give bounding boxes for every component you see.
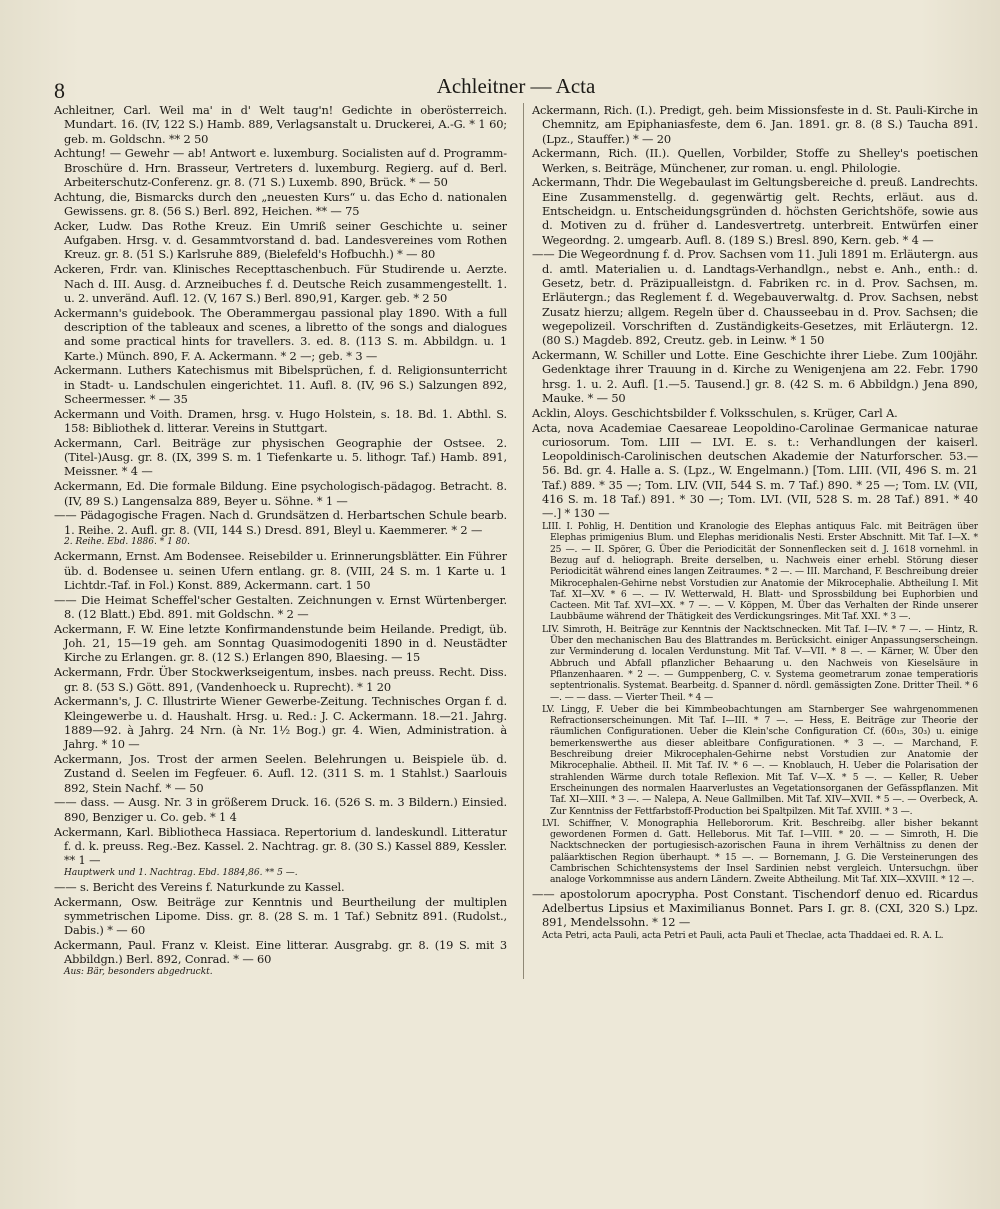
bibliography-entry: Ackeren, Frdr. van. Klinisches Recepttaschenbuch. Für Studirende u. Aerzte. Nach d. III. Ausg. d. Arzneibuches f. d. Deutsche Reich zusammengestellt. 1. u. 2. unveränd. Aufl. 12. (V, 167 S.) Berl. 890,91, Karger. geb. * 2 50 (54, 262, 507, 305)
bibliography-sub: LV. Lingg, F. Ueber die bei Kimmbeobachtungen am Starnberger See wahrgenommenen Refractionserscheinungen. Mit Taf. I—III. * 7 —. — Hess, E. Beiträge zur Theorie der räumlichen Configurationen. Ueber die Klein'sche Configuration Cf. (60₁₅, 30₃) u. einige bemerkenswerthe aus dieser ableitbare Configurationen. * 3 —. — Marchand, F. Beschreibung dreier Mikrocephalen-Gehirne nebst Vorstudien zur Anatomie der Mikrocephalie. Abtheil. II. Mit Taf. IV. * 6 —. — Knoblauch, H. Ueber die Polarisation der strahlenden Wärme durch totale Reflexion. Mit Taf. V—X. * 5 —. — Keller, R. Ueber Erscheinungen des normalen Haarverlustes an Vegetationsorganen der Gefässpflanzen. Mit Taf. XI—XIII. * 3 —. — Nalepa, A. Neue Gallmilben. Mit Taf. XIV—XVII. * 5 —. — Overbeck, A. Zur Kenntniss der Fettfarbstoff-Production bei Spaltpilzen. Mit Taf. XVIII. * 3 —. (541, 703, 978, 817)
bibliography-entry: Ackermann, Ernst. Am Bodensee. Reisebilder u. Erinnerungsblätter. Ein Führer üb. d. Bodensee u. seinen Ufern entlang. gr. 8. (VIII, 24 S. m. 1 Karte u. 1 Lichtdr.-Taf. in Fol.) Konst. 889, Ackermann. cart. 1 50 (54, 549, 507, 592)
bibliography-entry: Ackermann und Voith. Dramen, hrsg. v. Hugo Holstein, s. 18. Bd. 1. Abthl. S. 158: Bibliothek d. litterar. Vereins in Stuttgart. (54, 406, 507, 436)
bibliography-entry: —— dass. — Ausg. Nr. 3 in größerem Druck. 16. (526 S. m. 3 Bildern.) Einsied. 890, Benziger u. Co. geb. * 1 4 (54, 795, 507, 824)
bibliography-entry: Acta, nova Academiae Caesareae Leopoldino-Carolinae Germanicae naturae curiosorum. Tom. LIII — LVI. E. s. t.: Verhandlungen der kaiserl. Leopoldinisch-Carolinischen deutschen Akademie der Naturforscher. 53.—56. Bd. gr. 4. Halle a. S. (Lpz., W. Engelmann.) [Tom. LIII. (VII, 496 S. m. 21 Taf.) 889. * 35 —; Tom. LIV. (VII, 544 S. m. 7 Taf.) 890. * 25 —; Tom. LV. (VII, 416 S. m. 18 Taf.) 891. * 30 —; Tom. LVI. (VII, 528 S. m. 28 Taf.) 891. * 40 —.] * 130 — (531, 420, 978, 521)
bibliography-footnote: Hauptwerk und 1. Nachtrag. Ebd. 1884,86. ** 5 —. (64, 867, 298, 878)
text-columns (54, 103, 978, 979)
bibliography-entry: Achleitner, Carl. Weil ma' in d' Welt taug'n! Gedichte in oberösterreich. Mundart. 16. (IV, 122 S.) Hamb. 889, Verlagsanstalt u. Druckerei, A.-G. * 1 60; geb. m. Goldschn. ** 2 50 (54, 103, 507, 146)
bibliography-sub: LVI. Schiffner, V. Monographia Hellebororum. Krit. Beschreibg. aller bisher bekannt gewordenen Formen d. Gatt. Helleborus. Mit Taf. I—VIII. * 20. — — Simroth, H. Die Nacktschnecken der portugiesisch-azorischen Fauna in ihrem Verhältniss zu denen der paläarktischen Region überhaupt. * 15 —. — Bornemann, J. G. Die Versteinerungen des Cambrischen Schichtensystems der Insel Sardinien nebst vergleich. Untersuchgn. über analoge Vorkommnisse aus andern Ländern. Zweite Abtheilung. Mit Taf. XIX—XXVIII. * 12 —. (541, 817, 978, 886)
bibliography-entry: Ackermann, Carl. Beiträge zur physischen Geographie der Ostsee. 2. (Titel-)Ausg. gr. 8. (IX, 399 S. m. 1 Tiefenkarte u. 5. lithogr. Taf.) Hamb. 891, Meissner. * 4 — (54, 435, 507, 479)
bibliography-entry: Ackermann, Osw. Beiträge zur Kenntnis und Beurtheilung der multiplen symmetrischen Lipome. Diss. gr. 8. (28 S. m. 1 Taf.) Sebnitz 891. (Rudolst., Dabis.) * — 60 (54, 894, 507, 938)
bibliography-entry: Ackermann, Paul. Franz v. Kleist. Eine litterar. Ausgrabg. gr. 8. (19 S. mit 3 Abbildgn.) Berl. 892, Conrad. * — 60 (54, 938, 507, 967)
bibliography-sub: LIV. Simroth, H. Beiträge zur Kenntnis der Nacktschnecken. Mit Taf. I—IV. * 7 —. — Hintz, R. Über den mechanischen Bau des Blattrandes m. Berücksicht. einiger Anpassungserscheingn. zur Verminderung d. localen Verdunstung. Mit Taf. V—VII. * 8 —. — Kärner, W. Über den Abbruch und Abfall pflanzlicher Behaarung u. den Nachweis von Kieselsäure in Pflanzenhaaren. * 2 —. — Gumppenberg, C. v. Systema geometrarum zonae temperatioris septentrionalis. Systemat. Bearbeitg. d. Spanner d. nördl. gemässigten Zone. Dritter Theil. * 6 —. — — dass. — Vierter Theil. * 4 — (541, 623, 978, 703)
bibliography-entry: —— Pädagogische Fragen. Nach d. Grundsätzen d. Herbartschen Schule bearb. 1. Reihe. 2. Aufl. gr. 8. (VII, 144 S.) Dresd. 891, Bleyl u. Kaemmerer. * 2 — (54, 508, 507, 537)
bibliography-entry: Ackermann, W. Schiller und Lotte. Eine Geschichte ihrer Liebe. Zum 100jähr. Gedenktage ihrer Trauung in d. Kirche zu Wenigenjena am 22. Febr. 1790 hrsg. 1. u. 2. Aufl. [1.—5. Tausend.] gr. 8. (42 S. m. 6 Abbildgn.) Jena 890, Mauke. * — 50 (531, 348, 978, 405)
bibliography-entry: Ackermann, Ed. Die formale Bildung. Eine psychologisch-pädagog. Betracht. 8. (IV, 89 S.) Langensalza 889, Beyer u. Söhne. * 1 — (54, 479, 507, 508)
bibliography-entry: —— apostolorum apocrypha. Post Constant. Tischendorf denuo ed. Ricardus Adelbertus Lipsius et Maximilianus Bonnet. Pars I. gr. 8. (CXI, 320 S.) Lpz. 891, Mendelssohn. * 12 — (531, 886, 978, 930)
page-number: 8 (54, 78, 65, 103)
bibliography-footnote: Aus: Bär, besonders abgedruckt. (64, 967, 213, 978)
bibliography-entry: —— Die Heimat Scheffel'scher Gestalten. Zeichnungen v. Ernst Würtenberger. 8. (12 Blatt.) Ebd. 891. mit Goldschn. * 2 — (54, 592, 507, 622)
bibliography-entry: Ackermann, Rich. (II.). Quellen, Vorbilder, Stoffe zu Shelley's poetischen Werken, s. Beiträge, Münchener, zur roman. u. engl. Philologie. (531, 146, 978, 175)
bibliography-entry: Ackermann's guidebook. The Oberammergau passional play 1890. With a full description of the tableaux and scenes, a libretto of the songs and dialogues and some practical hints for travellers. 3. ed. 8. (113 S. m. Abbildgn. u. 1 Karte.) Münch. 890, F. A. Ackermann. * 2 —; geb. * 3 — (54, 305, 507, 363)
running-title: Achleitner — Acta (436, 74, 596, 98)
bibliography-entry: Ackermann, Karl. Bibliotheca Hassiaca. Repertorium d. landeskundl. Litteratur f. d. k. preuss. Reg.-Bez. Kassel. 2. Nachtrag. gr. 8. (30 S.) Kassel 889, Kessler. ** 1 — (54, 824, 507, 868)
bibliography-entry: Achtung! — Gewehr — ab! Antwort e. luxemburg. Socialisten auf d. Programm-Broschüre d. Hrn. Brasseur, Vertreters d. luxemburg. Regierg. auf d. Berl. Arbeiterschutz-Conferenz. gr. 8. (71 S.) Luxemb. 890, Brück. * — 50 (54, 146, 507, 189)
bibliography-entry: Ackermann, F. W. Eine letzte Konfirmandenstunde beim Heilande. Predigt, üb. Joh. 21, 15—19 geh. am Sonntag Quasimodogeniti 1890 in d. Neustädter Kirche zu Erlangen. gr. 8. (12 S.) Erlangen 890, Blaesing. — 15 (54, 621, 507, 665)
bibliography-entry: Ackermann, Thdr. Die Wegebaulast im Geltungsbereiche d. preuß. Landrechts. Eine Zusammenstellg. d. gegenwärtig gelt. Rechts, erläut. aus d. Entscheidgn. u. Entscheidungsgründen d. höchsten Gerichtshöfe, sowie aus d. Motiven zu d. früher d. Landesvertretg. unterbreit. Entwürfen einer Wegeordng. 2. umgearb. Aufl. 8. (189 S.) Bresl. 890, Kern. geb. * 4 — (531, 175, 978, 247)
bibliography-entry: Ackermann. Luthers Katechismus mit Bibelsprüchen, f. d. Religionsunterricht in Stadt- u. Landschulen eingerichtet. 11. Aufl. 8. (IV, 96 S.) Salzungen 892, Scheermesser. * — 35 (54, 363, 507, 406)
bibliography-entry: Achtung, die, Bismarcks durch den „neuesten Kurs“ u. das Echo d. nationalen Gewissens. gr. 8. (56 S.) Berl. 892, Heichen. ** — 75 (54, 189, 507, 219)
bibliography-sub: Acta Petri, acta Pauli, acta Petri et Pauli, acta Pauli et Theclae, acta Thaddaei ed. R. A. L. (541, 930, 944, 941)
bibliography-footnote: 2. Reihe. Ebd. 1886. * 1 80. (64, 537, 190, 548)
bibliography-entry: Ackermann, Frdr. Über Stockwerkseigentum, insbes. nach preuss. Recht. Diss. gr. 8. (53 S.) Gött. 891, (Vandenhoeck u. Ruprecht). * 1 20 (54, 665, 507, 694)
left-column (54, 103, 507, 979)
bibliography-entry: Ackermann's, J. C. Illustrirte Wiener Gewerbe-Zeitung. Technisches Organ f. d. Kleingewerbe u. d. Haushalt. Hrsg. u. Red.: J. C. Ackermann. 18.—21. Jahrg. 1889—92. à Jahrg. 24 Nrn. (à Nr. 1½ Bog.) gr. 4. Wien, Administration. à Jahrg. * 10 — (54, 694, 507, 752)
bibliography-entry: Ackermann, Rich. (I.). Predigt, geh. beim Missionsfeste in d. St. Pauli-Kirche in Chemnitz, am Epiphaniasfeste, dem 6. Jan. 1891. gr. 8. (8 S.) Taucha 891. (Lpz., Stauffer.) * — 20 (531, 103, 978, 146)
bibliography-entry: Ackermann, Jos. Trost der armen Seelen. Belehrungen u. Beispiele üb. d. Zustand d. Seelen im Fegfeuer. 6. Aufl. 12. (311 S. m. 1 Stahlst.) Saarlouis 892, Stein Nachf. * — 50 (54, 752, 507, 795)
bibliography-entry: —— s. Bericht des Vereins f. Naturkunde zu Kassel. (54, 879, 345, 894)
page-header (54, 70, 978, 104)
bibliography-sub: LIII. I. Pohlig, H. Dentition und Kranologie des Elephas antiquus Falc. mit Beiträgen über Elephas primigenius Blum. und Elephas meridionalis Nesti. Erster Abschnitt. Mit Taf. I—X. * 25 —. — II. Spörer, G. Über die Periodicität der Sonnenflecken seit d. J. 1618 vornehml. in Bezug auf d. heliograph. Breite derselben, u. Nachweis einer erhebl. Störung dieser Periodicität während eines langen Zeitraumes. * 2 —. — III. Marchand, F. Beschreibung dreier Mikrocephalen-Gehirne nebst Vorstudien zur Anatomie der Mikrocephalie. Abtheilung I. Mit Taf. XI—XV. * 6 —. — IV. Wetterwald, H. Blatt- und Sprossbildung bei Euphorbien und Cacteen. Mit Taf. XVI—XX. * 7 —. — V. Köppen, M. Über das Verhalten der Rinde unserer Laubbäume während der Thätigkeit des Verdickungsringes. Mit Taf. XXI. * 3 —. (541, 521, 978, 623)
bibliography-entry: Acklin, Aloys. Geschichtsbilder f. Volksschulen, s. Krüger, Carl A. (531, 405, 898, 420)
bibliography-entry: Acker, Ludw. Das Rothe Kreuz. Ein Umriß seiner Geschichte u. seiner Aufgaben. Hrsg. v. d. Gesammtvorstand d. bad. Landesvereines vom Rothen Kreuz. gr. 8. (51 S.) Karlsruhe 889, (Bielefeld's Hofbuchh.) * — 80 (54, 218, 507, 262)
bibliography-entry: —— Die Wegeordnung f. d. Prov. Sachsen vom 11. Juli 1891 m. Erläutergn. aus d. amtl. Materialien u. d. Landtags-Verhandlgn., nebst e. Anh., enth.: d. Gesetz, betr. d. Präzipualleistgn. d. Fabriken rc. in d. Prov. Sachsen, m. Erläutergn.; das Reglement f. d. Wegebauverwaltg. d. Prov. Sachsen, nebst Zusatz hierzu; allgem. Regeln über d. Chausseebau in d. Prov. Sachsen; die wegepolizeil. Vorschriften d. Zuständigkeits-Gesetzes, mit Erläutergn. 12. (80 S.) Magdeb. 892, Creutz. geb. in Leinw. * 1 50 (531, 247, 978, 348)
right-column (523, 103, 978, 979)
